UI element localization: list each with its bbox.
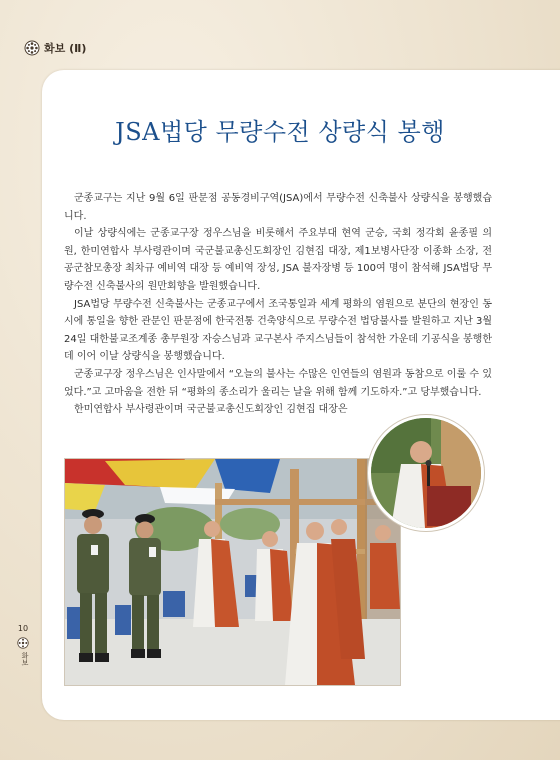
- page-number: 10: [17, 624, 29, 633]
- speaker-photo: [371, 418, 481, 528]
- paragraph: 군종교구는 지난 9월 6일 판문점 공동경비구역(JSA)에서 무량수전 신축불사 상량식을 봉행했습니다.: [64, 193, 492, 222]
- side-section-label: 화보: [21, 652, 29, 666]
- ceremony-photo: [64, 458, 401, 686]
- article-body: [64, 190, 492, 419]
- paragraph: 군종교구장 정우스님은 인사말에서 “오늘의 불사는 수많은 인연들의 염원과 동참으로 이룰 수 있었다.”고 고마움을 전한 뒤 “평화의 종소리가 울리는 날을 위해 함께 기도하자.”고 당부했습니다.: [64, 368, 492, 398]
- section-label: 화보 (Ⅱ): [44, 42, 87, 55]
- section-header: [24, 40, 86, 56]
- paragraph: JSA법당 무량수전 신축불사는 군종교구에서 조국통일과 세계 평화의 염원으로 분단의 현장인 동시에 통일을 향한 관문인 판문점에 한국전통 건축양식으로 무량수전 법당불사를 발원하고 지난 3월 24일 대한불교조계종 총무원장 자승스님과 교구본사 주지스님들이 참석한 가운데 기공식을 봉행한데 이어 이날 상량식을 봉행했습니다.: [64, 298, 492, 363]
- paragraph: 이날 상량식에는 군종교구장 정우스님을 비롯해서 주요부대 현역 군승, 국회 정각회 윤종필 의원, 한미연합사 부사령관이며 국군불교총신도회장인 김현집 대장, 제1보병사단장 이종화 소장, 전 공군참모총장 최차규 예비역 대장 등 예비역 장성, JSA 불자장병 등 100여 명이 참석해 JSA법당 무량수전 신축불사의 원만회향을 발원했습니다.: [64, 228, 492, 292]
- article-title: JSA법당 무량수전 상량식 봉행: [115, 118, 445, 146]
- paragraph: 한미연합사 부사령관이며 국군불교총신도회장인 김현집 대장은: [74, 404, 348, 416]
- emblem-icon: [24, 40, 40, 56]
- emblem-icon: [17, 637, 29, 649]
